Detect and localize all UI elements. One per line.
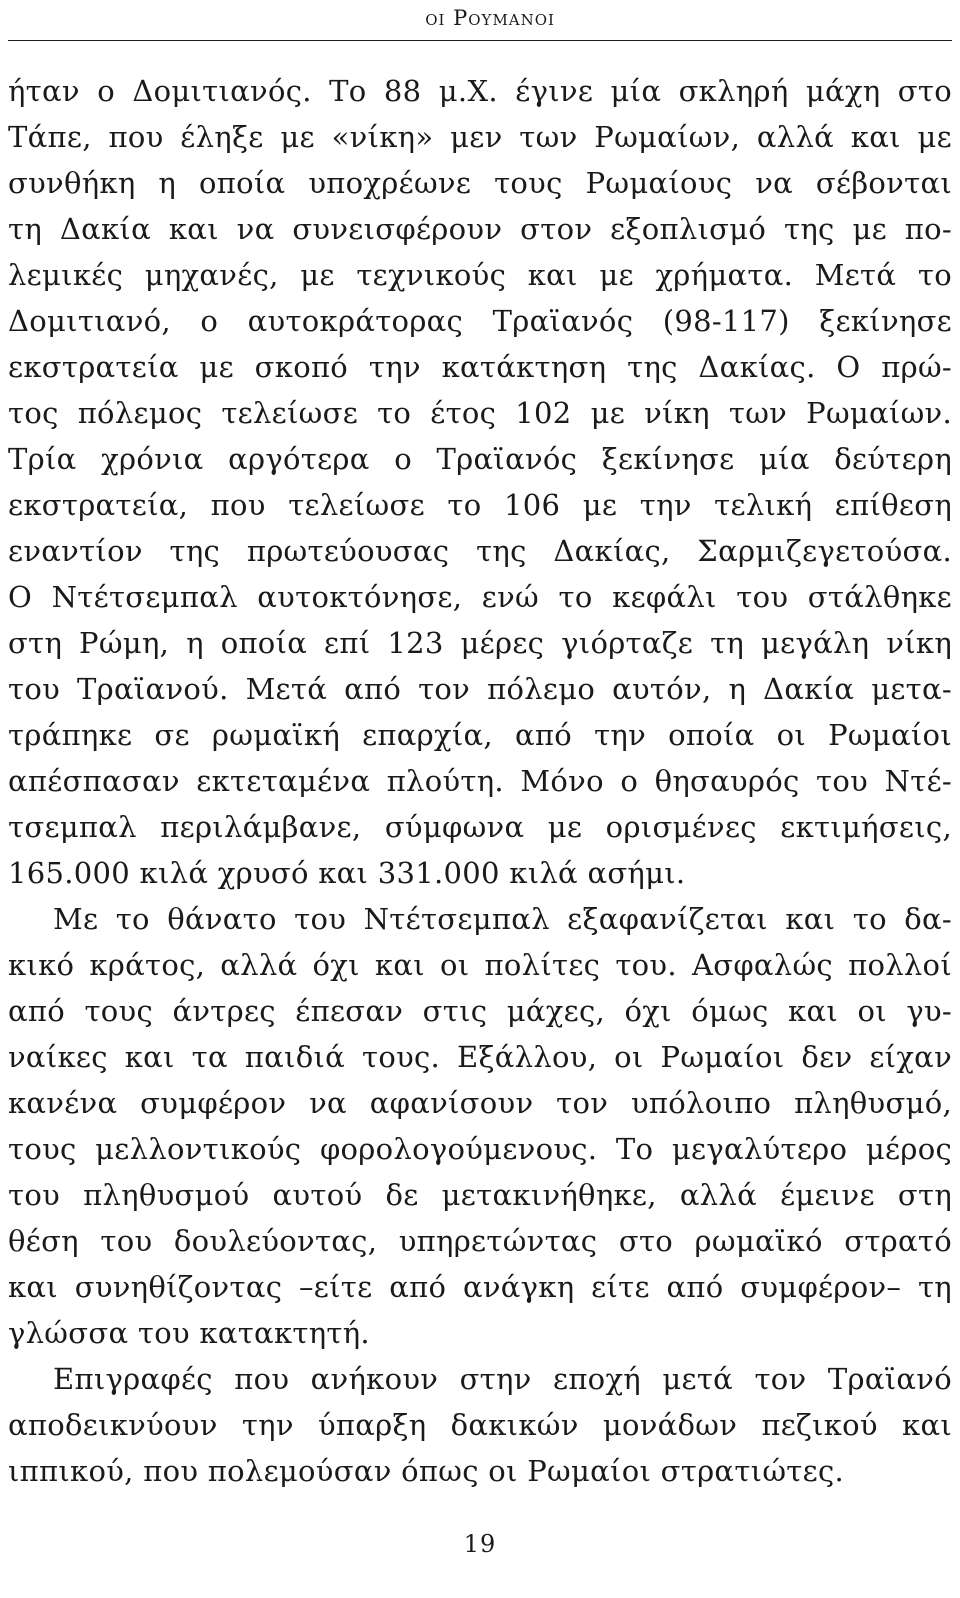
text-line: Ο Ντέτσεμπαλ αυτοκτόνησε, ενώ το κεφάλι του στάλθηκε bbox=[8, 580, 952, 614]
text-line: Τάπε, που έληξε με «νίκη» μεν των Ρωμαίων, αλλά και με bbox=[8, 120, 952, 154]
text-line: τη Δακία και να συνεισφέρουν στον εξοπλισμό της με πο- bbox=[8, 212, 952, 246]
text-line: από τους άντρες έπεσαν στις μάχες, όχι όμως και οι γυ- bbox=[8, 994, 952, 1028]
text-line: εκστρατεία με σκοπό την κατάκτηση της Δακίας. Ο πρώ- bbox=[8, 350, 952, 384]
paragraph-1 bbox=[8, 68, 952, 896]
page-number: 19 bbox=[463, 1530, 497, 1558]
text-line: Επιγραφές που ανήκουν στην εποχή μετά τον Τραϊανό bbox=[53, 1362, 952, 1396]
text-line: εναντίον της πρωτεύουσας της Δακίας, Σαρμιζεγετούσα. bbox=[8, 534, 952, 568]
text-line: Δομιτιανό, ο αυτοκράτορας Τραϊανός (98-117) ξεκίνησε bbox=[8, 304, 952, 338]
text-line: τους μελλοντικούς φορολογούμενους. Το μεγαλύτερο μέρος bbox=[8, 1132, 952, 1166]
text-line: ιππικού, που πολεμούσαν όπως οι Ρωμαίοι στρατιώτες. bbox=[8, 1454, 845, 1488]
text-line: τράπηκε σε ρωμαϊκή επαρχία, από την οποία οι Ρωμαίοι bbox=[8, 718, 952, 752]
text-line: του πληθυσμού αυτού δε μετακινήθηκε, αλλά έμεινε στη bbox=[8, 1178, 952, 1212]
text-line: απέσπασαν εκτεταμένα πλούτη. Μόνο ο θησαυρός του Ντέ- bbox=[8, 764, 952, 798]
paragraph-3 bbox=[8, 1356, 952, 1494]
paragraph-2 bbox=[8, 896, 952, 1356]
text-line: και συνηθίζοντας –είτε από ανάγκη είτε από συμφέρον– τη bbox=[8, 1270, 952, 1304]
text-line: τος πόλεμος τελείωσε το έτος 102 με νίκη των Ρωμαίων. bbox=[8, 396, 952, 430]
text-line: στη Ρώμη, η οποία επί 123 μέρες γιόρταζε τη μεγάλη νίκη bbox=[8, 626, 952, 660]
header-rule bbox=[8, 40, 952, 41]
running-head-title: οι Ρουμανοι bbox=[425, 6, 555, 30]
text-line: Με το θάνατο του Ντέτσεμπαλ εξαφανίζεται και το δα- bbox=[53, 902, 952, 936]
text-line: 165.000 κιλά χρυσό και 331.000 κιλά ασήμι. bbox=[8, 856, 686, 890]
body-text bbox=[8, 68, 952, 1494]
text-line: συνθήκη η οποία υποχρέωνε τους Ρωμαίους να σέβονται bbox=[8, 166, 952, 200]
text-line: εκστρατεία, που τελείωσε το 106 με την τελική επίθεση bbox=[8, 488, 952, 522]
text-line: Τρία χρόνια αργότερα ο Τραϊανός ξεκίνησε μία δεύτερη bbox=[8, 442, 952, 476]
text-line: του Τραϊανού. Μετά από τον πόλεμο αυτόν, η Δακία μετα- bbox=[8, 672, 952, 706]
text-line: ναίκες και τα παιδιά τους. Εξάλλου, οι Ρωμαίοι δεν είχαν bbox=[8, 1040, 952, 1074]
text-line: λεμικές μηχανές, με τεχνικούς και με χρήματα. Μετά το bbox=[8, 258, 952, 292]
text-line: κικό κράτος, αλλά όχι και οι πολίτες του. Ασφαλώς πολλοί bbox=[8, 948, 952, 982]
text-line: θέση του δουλεύοντας, υπηρετώντας στο ρωμαϊκό στρατό bbox=[8, 1224, 952, 1258]
text-line: ήταν ο Δομιτιανός. Το 88 μ.Χ. έγινε μία σκληρή μάχη στο bbox=[8, 74, 952, 108]
text-line: κανένα συμφέρον να αφανίσουν τον υπόλοιπο πληθυσμό, bbox=[8, 1086, 952, 1120]
text-line: τσεμπαλ περιλάμβανε, σύμφωνα με ορισμένες εκτιμήσεις, bbox=[8, 810, 952, 844]
text-line: γλώσσα του κατακτητή. bbox=[8, 1316, 370, 1350]
text-line: αποδεικνύουν την ύπαρξη δακικών μονάδων πεζικού και bbox=[8, 1408, 952, 1442]
